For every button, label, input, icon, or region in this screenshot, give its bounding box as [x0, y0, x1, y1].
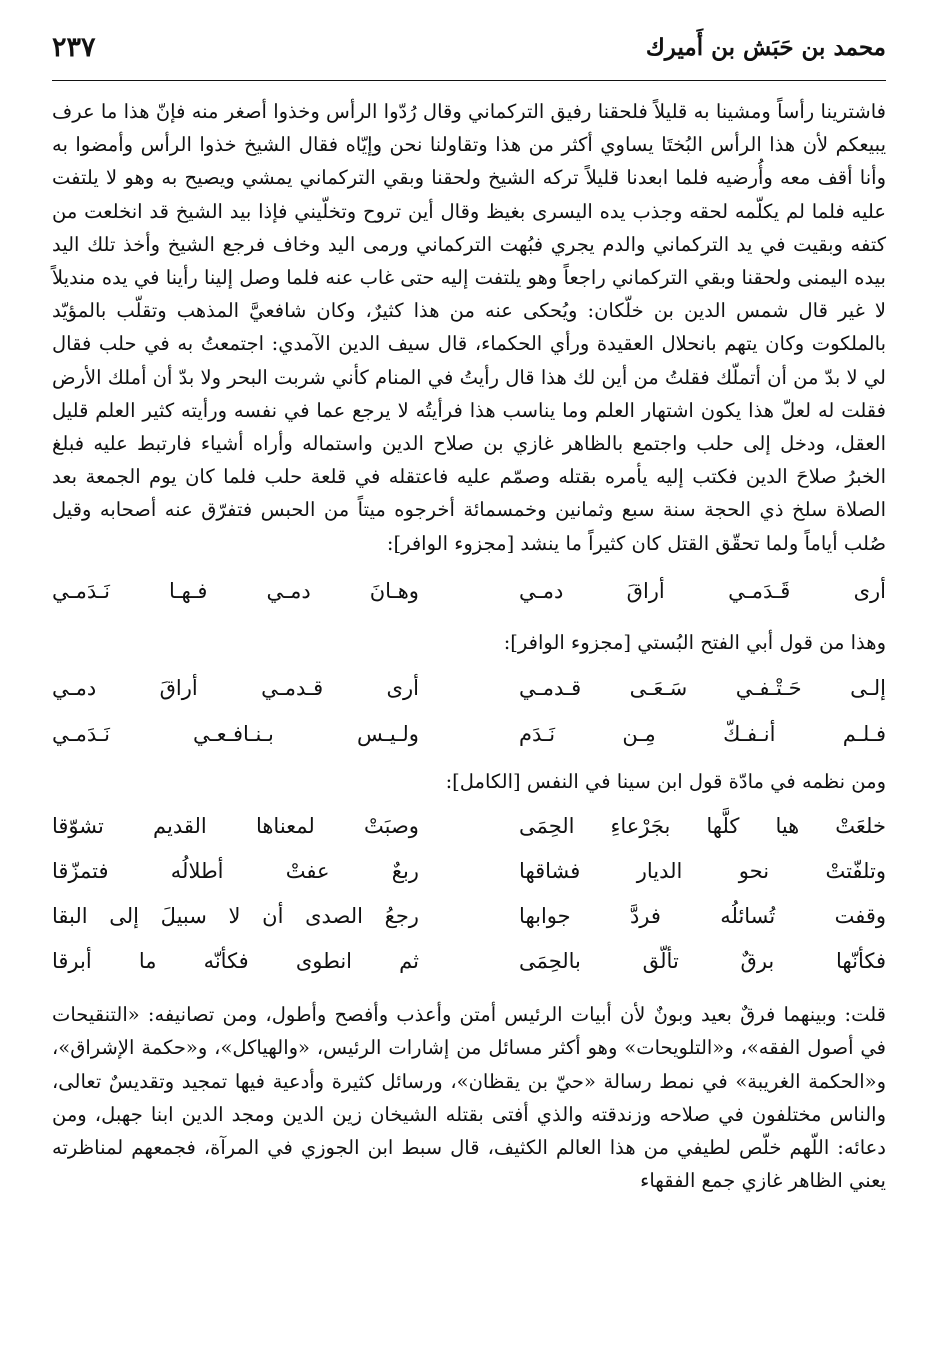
- verse-hemistich-second: ثم انطوى فكأنّه ما أبرقا: [52, 949, 419, 974]
- poem-1: [52, 568, 886, 614]
- verse-hemistich-first: خلعَتْ هيا كلَّها بجَرْعاءِ الحِمَى: [519, 814, 886, 839]
- page-number: ٢٣٧: [52, 32, 96, 63]
- main-text: [52, 95, 886, 1197]
- poem-intro: وهذا من قول أبي الفتح البُستي [مجزوء الوافر]:: [503, 630, 886, 654]
- verse-line: [52, 939, 886, 984]
- verse-hemistich-first: فـلـم أنـفـكّ مِـن نَـدَم: [519, 722, 886, 747]
- poem-intro: ومن نظمه في مادّة قول ابن سينا في النفس [الكامل]:: [445, 770, 886, 794]
- verse-hemistich-second: أرى قـدمـي أراقَ دمـي: [52, 676, 419, 701]
- poem-3: [52, 804, 886, 984]
- page-header: [52, 22, 886, 81]
- verse-hemistich-first: أرى قَـدَمـي أراقَ دمـي: [519, 578, 886, 603]
- verse-hemistich-second: ولـيـس بـنـافـعـي نَـدَمـي: [52, 722, 419, 747]
- poem-2: [52, 665, 886, 757]
- verse-line: [52, 711, 886, 757]
- verse-line: [52, 665, 886, 711]
- verse-hemistich-first: وتلفّتتْ نحو الديار فشاقها: [519, 859, 886, 884]
- verse-hemistich-second: ربعٌ عفتْ أطلالُه فتمزّقا: [52, 859, 419, 884]
- paragraph: فاشترينا رأساً ومشينا به قليلاً فلحقنا رفيق التركماني وقال رُدّوا الرأس وخذوا أصغر منه فإنّ هذا ما عرف يبيعكم لأن هذا الرأس البُختَا يساوي أكثر من هذا وتقاولنا نحن وإيّاه فقال الشيخ خذوا الرأس وأمضوا به وأنا أقف معه وأُرضيه فلما ابعدنا قليلاً تركه الشيخ ولحقنا وبقي التركماني يمشي ويصيح به وهو لا يلتفت عليه فلما لم يكلّمه لحقه وجذب يده اليسرى بغيظ وقال أين تروح وتخلّيني فإذا بيد الشيخ قد انخلعت من كتفه وبقيت في يد التركماني والدم يجري فبُهت التركماني ورمى اليد وخاف فرجع الشيخ وأخذ تلك اليد بيده اليمنى ولحقنا وبقي التركماني راجعاً وهو يلتفت إليه حتى غاب عنه فلما وصل إلينا رأينا في يده منديلاً لا غير قال شمس الدين بن خلّكان: ويُحكى عنه من هذا كثيرٌ، وكان شافعيَّ المذهب وتقلّب بالمؤيّد بالملكوت وكان يتهم بانحلال العقيدة ورأي الحكماء، قال سيف الدين الآمدي: اجتمعتُ به في حلب فقال لي لا بدّ من أن أتملّك فقلتُ من أين لك هذا قال رأيتُ في المنام كأني شربت البحر ولا بدّ أن أملك الأرض فقلت له لعلّ هذا يكون اشتهار العلم وما يناسب هذا فرأيتُه لا يرجع عما في نفسه ورأيته كثير العلم قليل العقل، ودخل إلى حلب واجتمع بالظاهر غازي بن صلاح الدين واستماله وأراه أشياء فارتبط عليه فبلغ الخبرُ صلاحَ الدين فكتب إليه يأمره بقتله وصمّم عليه فاعتقله في قلعة حلب فلما كان يوم الجمعة بعد الصلاة سلخ ذي الحجة سنة سبع وثمانين وخمسمائة أخرجوه ميتاً من الحبس فتفرّق عنه أصحابه وقيل صُلب أياماً ولما تحقّق القتل كان كثيراً ما ينشد [مجزوء الوافر]:: [52, 100, 886, 555]
- verse-hemistich-second: وهـانَ دمـي فـهـا نَـدَمـي: [52, 578, 419, 603]
- verse-line: [52, 804, 886, 849]
- verse-line: [52, 894, 886, 939]
- verse-hemistich-first: إلـى حَـتْـفـي سَـعَـى قـدمـي: [519, 676, 886, 701]
- verse-hemistich-first: وقفت تُسائلُه فردَّ جوابها: [519, 904, 886, 929]
- verse-hemistich-second: وصبَتْ لمعناها القديم تشوّقا: [52, 814, 419, 839]
- paragraph: قلت: وبينهما فرقٌ بعيد وبونٌ لأن أبيات الرئيس أمتن وأعذب وأفصح وأطول، ومن تصانيفه: «التنقيحات في أصول الفقه»، و«التلويحات» وهو أكثر مسائل من إشارات الرئيس، «والهياكل»، و«حكمة الإشراق»، و«الحكمة الغريبة» في نمط رسالة «حيّ بن يقظان»، ورسائل كثيرة وأدعية فيها تمجيد وتقديسٌ تعالى، والناس مختلفون في صلاحه وزندقته والذي أفتى بقتله الشيخان زين الدين ومجد الدين ابنا جهبل، ومن دعائه: اللّهم خلّص لطيفي من هذا العالم الكثيف، قال سبط ابن الجوزي في المرآة، فجمعهم لمناظرته يعني الظاهر غازي جمع الفقهاء: [52, 1003, 886, 1193]
- verse-line: [52, 568, 886, 614]
- running-title: محمد بن حَبَش بن أَميرك: [645, 34, 886, 61]
- verse-line: [52, 849, 886, 894]
- verse-hemistich-second: رجعُ الصدى أن لا سبيلَ إلى البقا: [52, 904, 419, 929]
- verse-hemistich-first: فكأنّها برقٌ تألّق بالحِمَى: [519, 949, 886, 974]
